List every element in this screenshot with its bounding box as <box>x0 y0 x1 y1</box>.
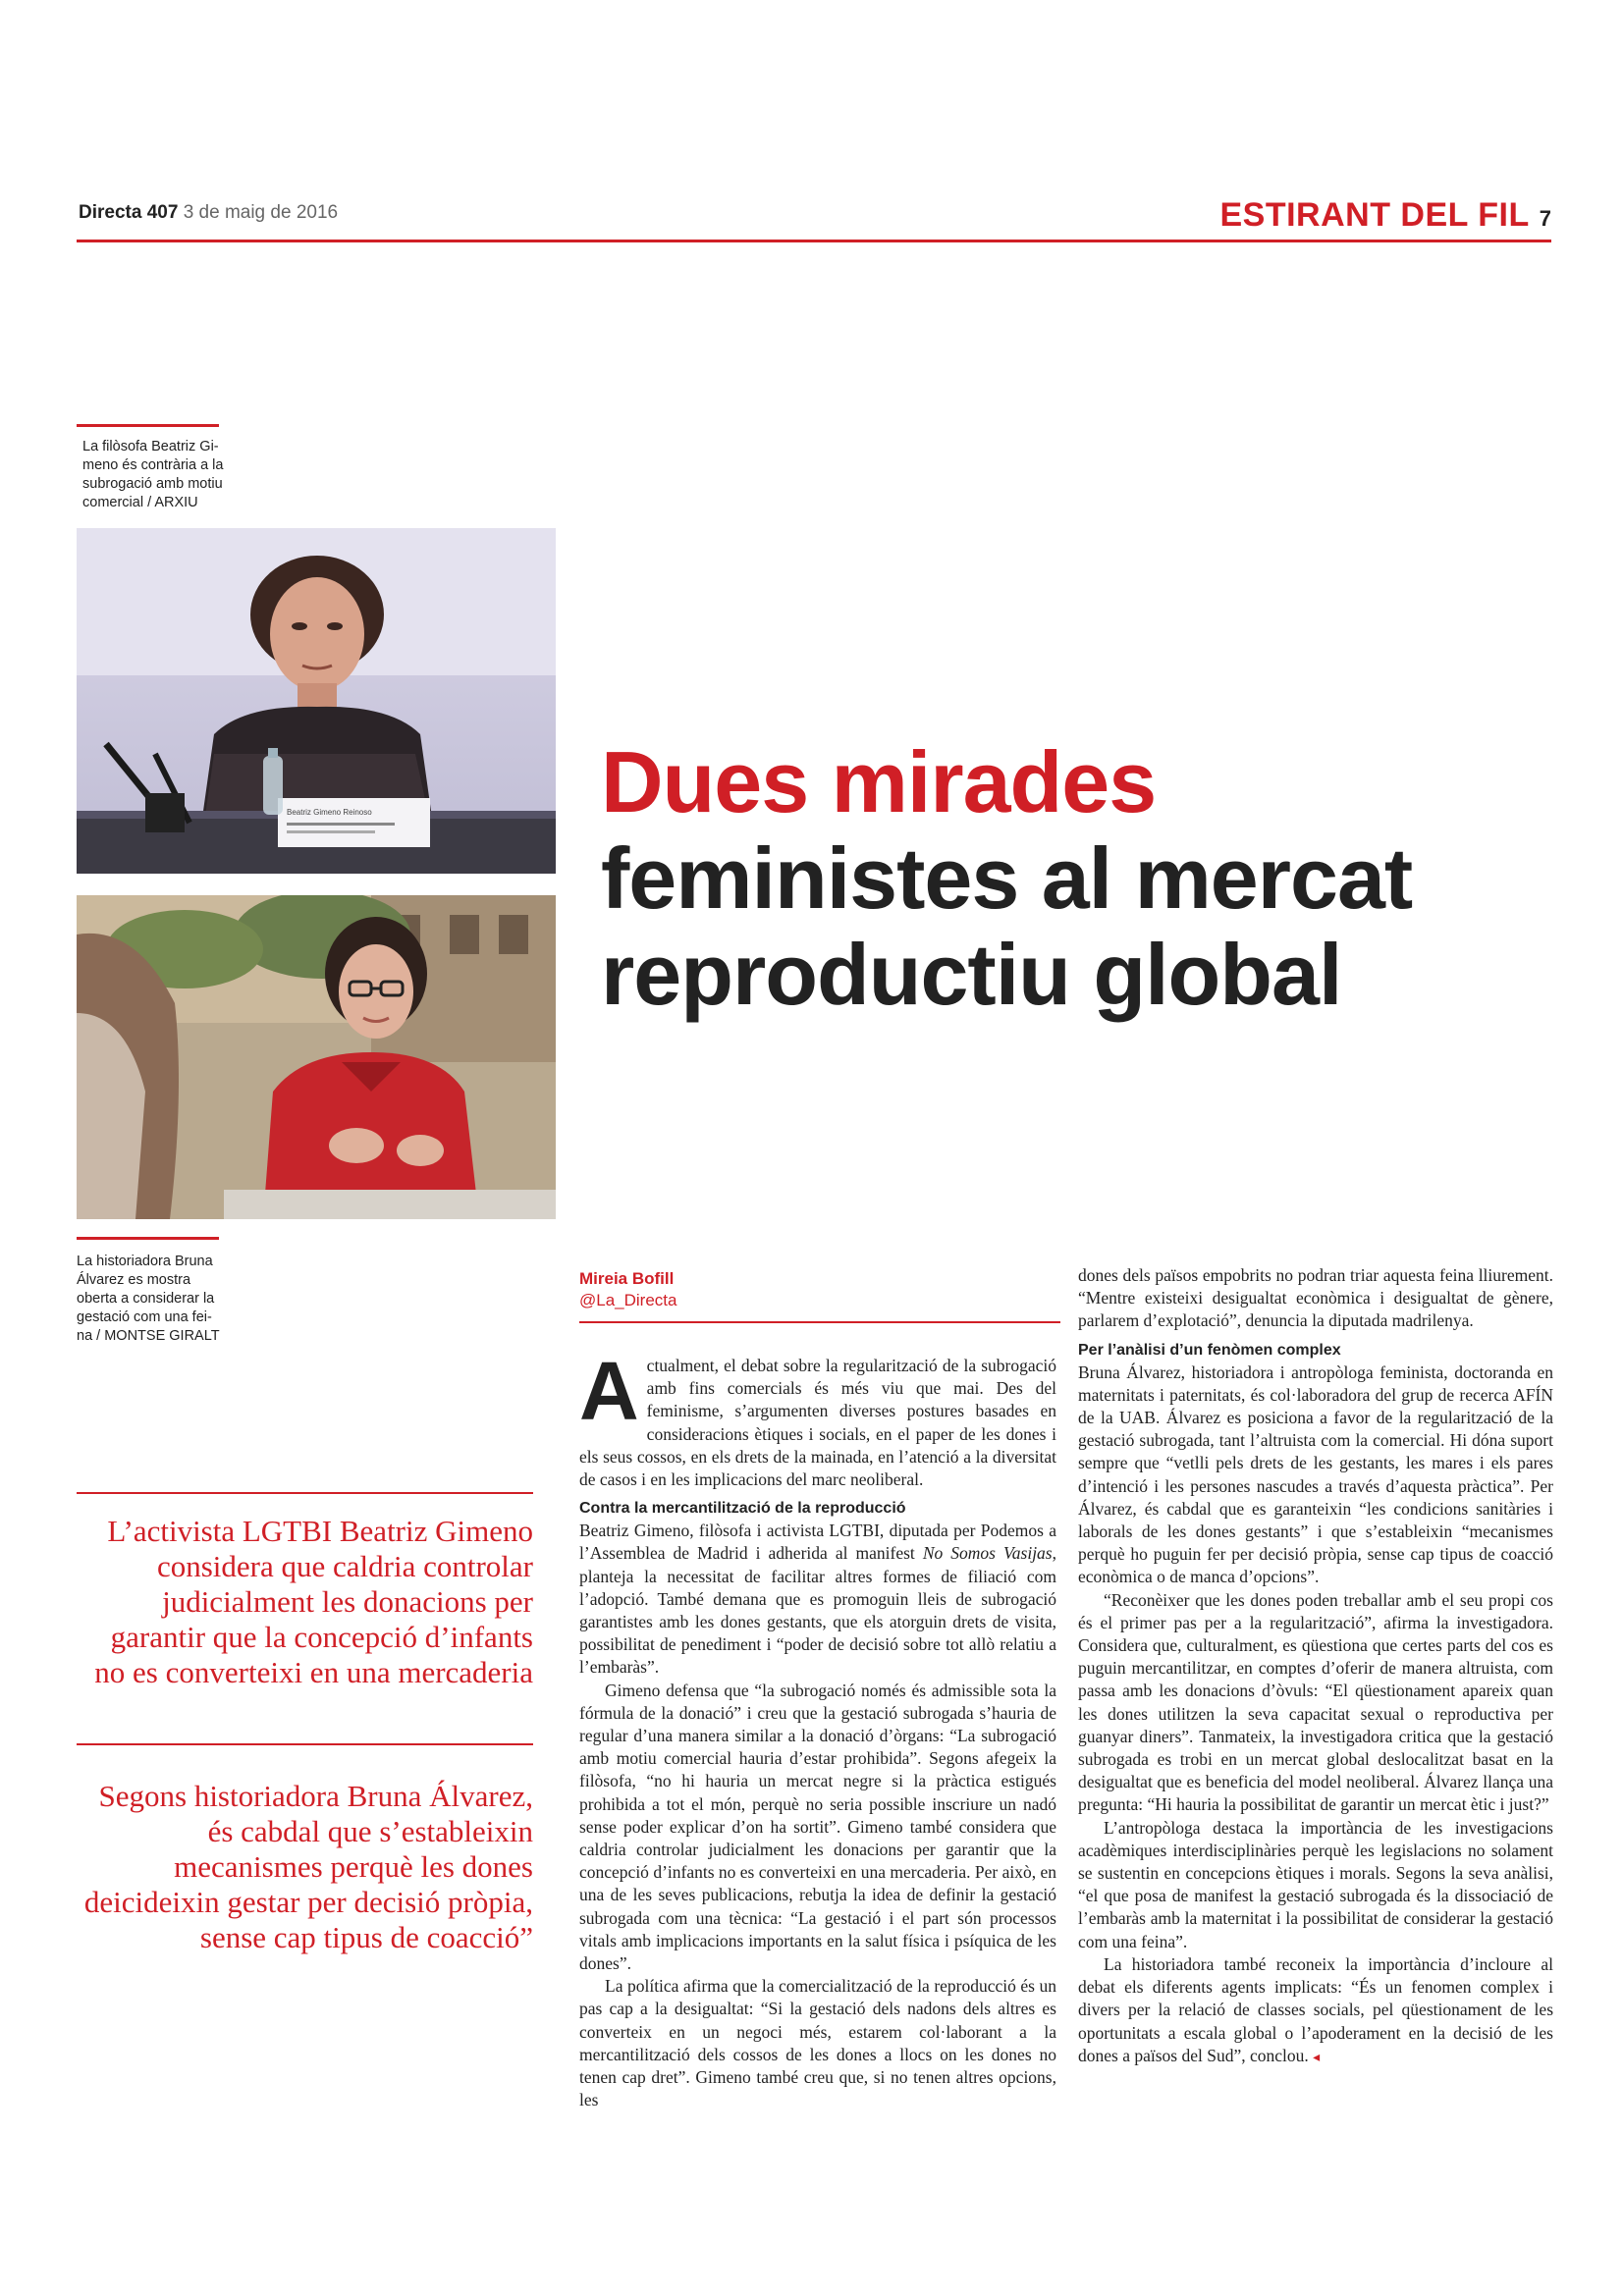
pullquote-1: L’activista LGTBI Beatriz Gimeno considera que caldria controlar judicialment les donacions per garantir que la concepció d’infants no es converteixi en una mercaderia <box>94 1514 533 1689</box>
paragraph-3: La política afirma que la comercialització de la reproducció és un pas cap a la desigualtat: “Si la gestació dels nadons dels altres es converteix en un negoci més, estarem col·laborant a la mercantilització dels cossos de les dones a llocs on les dones no tenen cap dret”. Gimeno també creu que, si no tenen altres opcions, les <box>579 1976 1056 2110</box>
publication-date: 3 de maig de 2016 <box>183 202 339 223</box>
end-mark-icon: ◂ <box>1313 2050 1321 2065</box>
paragraph-1 <box>579 1520 1056 1679</box>
headline-line-1: Dues mirades <box>601 733 1157 830</box>
caption-rule <box>77 424 219 427</box>
article-intro <box>579 1345 1056 1491</box>
article-column-2 <box>1078 1264 1553 2069</box>
headline-line-3: reproductiu global <box>601 926 1342 1023</box>
paragraph-1-text-a: Beatriz Gimeno, filòsofa i activista LGTBI, diputada per Podemos a l’Assemblea de Madrid i adherida al manifest <box>579 1521 1056 1564</box>
paragraph-3-continued: dones dels països empobrits no podran triar aquesta feina lliurement. “Mentre existeixi desigualtat econòmica i desigualtat de gènere, parlarem d’explotació”, denuncia la diputada madrilenya. <box>1078 1265 1553 1331</box>
paragraph-4: Bruna Álvarez, historiadora i antropòloga feminista, doctoranda en maternitats i paternitats, és col·laboradora del grup de recerca AFÍN de la UAB. Álvarez es posiciona a favor de la regularització de la gestació subrogada, tant l’altruista com la comercial. Hi dóna suport sempre que “vetlli pels drets de les gestants, les mares i els pares d’intenció i les persones nascudes a través d’aquesta pràctica”. Per Álvarez, és cabdal que es garanteixin “les condicions sanitàries i laborals de les dones gestants” i que s’estableixin “mecanismes perquè ho puguin fer per decisió pròpia, sense cap tipus de coacció econòmica o de manca d’opcions”. <box>1078 1362 1553 1587</box>
headline-line-2: feministes al mercat <box>601 829 1413 927</box>
publication-name: Directa 407 <box>79 202 179 223</box>
section-title: ESTIRANT DEL FIL <box>1219 196 1530 234</box>
pullquote-2: Segons historiadora Bruna Álvarez, és cabdal que s’estableixin mecanismes perquè les dones deicideixin gestar per decisió pròpia, sense cap tipus de coacció” <box>83 1779 533 1954</box>
paragraph-5: “Reconèixer que les dones poden treballar amb el seu propi cos és el primer pas per a la regularització”, afirma la investigadora. Considera que, culturalment, es qüestiona que certes parts del cos es puguin mercantilitzar, en comptes d’oferir de manera altruista, com passa amb les donacions d’òvuls: “El qüestionament apareix quan les dones utilitzen la seva capacitat sexual o reproductiva per guanyar diners”. Tanmateix, la investigadora critica que la gestació subrogada es trobi en un mercat global deslocalitzat basat en la desigualtat que es beneficia del model neoliberal. Álvarez llança una pregunta: “Hi hauria la possibilitat de garantir un mercat ètic i just?” <box>1078 1589 1553 1815</box>
subheading-2: Per l’anàlisi d’un fenòmen complex <box>1078 1341 1341 1359</box>
pullquote-rule <box>77 1743 533 1745</box>
article-column-1 <box>579 1345 1056 2112</box>
byline-rule <box>579 1321 1060 1323</box>
subheading-1: Contra la mercantilització de la reproducció <box>579 1500 906 1518</box>
photo-caption-top: La filòsofa Beatriz Gi- meno és contrària a la subrogació amb motiu comercial / ARXIU <box>82 439 224 510</box>
page-number: 7 <box>1539 206 1551 231</box>
pullquote-rule <box>77 1492 533 1494</box>
paragraph-1-text-b: , planteja la necessitat de facilitar altres formes de filiació com l’adopció. També demana que es promoguin lleis de subrogació garantistes amb les dones gestants, que els atorguin drets de visita, possibilitat de penediment i “poder de decisió sobre tot allò relatiu a l’embaràs”. <box>579 1543 1056 1678</box>
manifest-title: No Somos Vasijas <box>922 1543 1053 1564</box>
section-header <box>1219 196 1551 235</box>
headline <box>601 734 1583 1023</box>
photo-beatriz-gimeno-image <box>77 528 556 874</box>
paragraph-2: Gimeno defensa que “la subrogació només és admissible sota la fórmula de la donació” i creu que la gestació subrogada s’hauria de regular d’una manera similar a la donació d’òrgans: “La subrogació amb motiu comercial hauria d’estar prohibida”. Segons afegeix la filòsofa, “no hi hauria un mercat negre si la pràctica estigués prohibida a tot el món, perquè no seria possible inscriure un nadó sense poder explicar d’on ha sortit”. Gimeno també considera que caldria controlar judicialment les donacions per garantir que la concepció d’infants no es converteixi en una mercaderia. Per això, en una de les seves publicacions, rebutja la idea de definir la gestació subrogada com una tècnica: “La gestació i el part són processos vitals amb implicacions importants en la salut física i psíquica de les dones”. <box>579 1680 1056 1974</box>
header-rule <box>77 240 1551 242</box>
photo-caption-bottom: La historiadora Bruna Álvarez es mostra oberta a considerar la gestació com una fei- na / MONTSE GIRALT <box>77 1254 220 1344</box>
photo-bruna-alvarez-image <box>77 895 556 1219</box>
page-header <box>77 196 1551 234</box>
drop-cap: A <box>579 1345 639 1437</box>
author-name: Mireia Bofill <box>579 1269 675 1288</box>
paragraph-6: L’antropòloga destaca la importància de les investigacions acadèmiques interdisciplinàries perquè les legislacions no solament se sustentin en concepcions ètiques i morals. Segons la seva anàlisi, “el que posa de manifest la gestació subrogada és la dissociació de l’embaràs amb la maternitat i la possibilitat de considerar la gestació com una feina”. <box>1078 1817 1553 1951</box>
caption-rule <box>77 1237 219 1240</box>
publication-info <box>79 202 338 224</box>
photo-beatriz-gimeno <box>77 528 556 874</box>
author-handle: @La_Directa <box>579 1291 677 1309</box>
paragraph-7-text: La historiadora també reconeix la importància d’incloure al debat els diferents agents implicats: “És un fenomen complex i divers per la relació de classes socials, pel qüestionament de les oportunitats a escala global o l’apoderament en la decisió de les dones a països del Sud”, conclou. <box>1078 1953 1553 2065</box>
intro-text: ctualment, el debat sobre la regularització de la subrogació amb fins comercials és més viu que mai. Des del feminisme, s’argumenten diverses postures basades en consideracions ètiques i socials, en el paper de les dones i els seus cossos, en els drets de la mainada, en l’atenció a la diversitat de casos i en les implicacions del marc neoliberal. <box>579 1356 1056 1490</box>
paragraph-7 <box>1078 1953 1553 2069</box>
photo-bruna-alvarez <box>77 895 556 1219</box>
placard-text: Beatriz Gimeno Reinoso <box>287 808 372 817</box>
